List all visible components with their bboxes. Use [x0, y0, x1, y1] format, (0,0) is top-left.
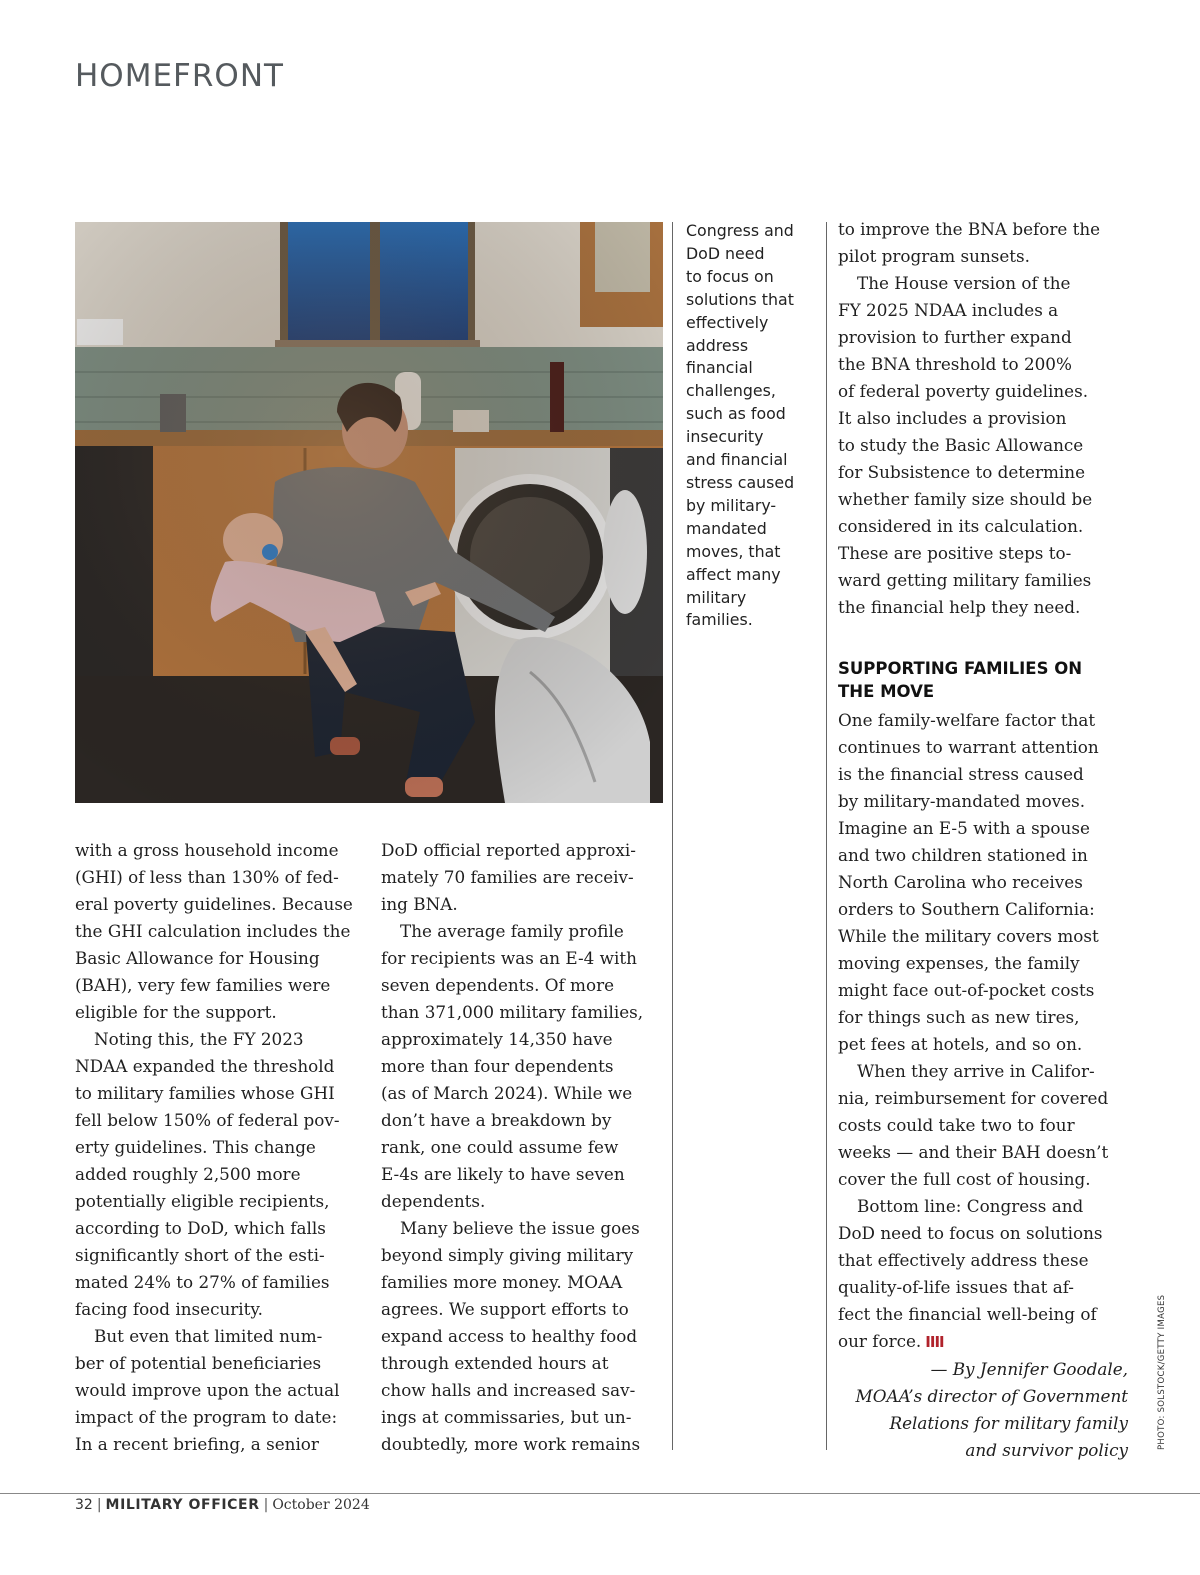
text-line: continues to warrant attention	[838, 737, 1099, 757]
column-divider	[826, 222, 827, 1450]
text-line: The House version of the	[857, 273, 1071, 293]
body-column-3	[838, 216, 1128, 1464]
paragraph	[838, 1193, 1128, 1356]
text-line: ing BNA.	[381, 894, 458, 914]
paragraph	[381, 1215, 666, 1458]
text-line: provision to further expand	[838, 327, 1072, 347]
text-line: DoD need to focus on solutions	[838, 1223, 1103, 1243]
text-line: to military families whose GHI	[75, 1083, 335, 1103]
text-line: weeks — and their BAH doesn’t	[838, 1142, 1109, 1162]
text-line: for recipients was an E-4 with	[381, 948, 637, 968]
text-line: FY 2025 NDAA includes a	[838, 300, 1059, 320]
text-line: nia, reimbursement for covered	[838, 1088, 1109, 1108]
text-line: pilot program sunsets.	[838, 246, 1031, 266]
pull-quote-line: moves, that	[686, 541, 781, 561]
subhead-line: THE MOVE	[838, 682, 935, 701]
paragraph	[838, 270, 1128, 621]
signature-line: Relations for military family	[889, 1413, 1128, 1433]
pull-quote-line: challenges,	[686, 381, 776, 401]
pull-quote-line: such as food	[686, 404, 786, 424]
text-line: fell below 150% of federal pov-	[75, 1110, 340, 1130]
subhead-line: SUPPORTING FAMILIES ON	[838, 659, 1083, 678]
pull-quote-line: insecurity	[686, 427, 764, 447]
text-line: the GHI calculation includes the	[75, 921, 351, 941]
text-line: and two children stationed in	[838, 845, 1088, 865]
text-line: (as of March 2024). While we	[381, 1083, 633, 1103]
text-line: would improve upon the actual	[75, 1380, 340, 1400]
text-line: dependents.	[381, 1191, 486, 1211]
text-line: for Subsistence to determine	[838, 462, 1086, 482]
paragraph	[75, 1323, 360, 1458]
section-title: HOMEFRONT	[75, 58, 284, 94]
text-line: might face out-of-pocket costs	[838, 980, 1095, 1000]
text-line: eral poverty guidelines. Because	[75, 894, 353, 914]
text-line: pet fees at hotels, and so on.	[838, 1034, 1083, 1054]
text-line: to improve the BNA before the	[838, 219, 1101, 239]
footer-rule	[0, 1493, 1200, 1494]
text-line: approximately 14,350 have	[381, 1029, 613, 1049]
signature-line: MOAA’s director of Government	[855, 1386, 1128, 1406]
text-line: (GHI) of less than 130% of fed-	[75, 867, 339, 887]
text-line: Basic Allowance for Housing	[75, 948, 320, 968]
text-line: moving expenses, the family	[838, 953, 1080, 973]
text-line: through extended hours at	[381, 1353, 609, 1373]
text-line: added roughly 2,500 more	[75, 1164, 301, 1184]
text-line: that effectively address these	[838, 1250, 1089, 1270]
text-line: doubtedly, more work remains	[381, 1434, 641, 1454]
text-line: the BNA threshold to 200%	[838, 354, 1072, 374]
paragraph	[838, 707, 1128, 1058]
page-footer	[75, 1497, 370, 1513]
pull-quote-line: to focus on	[686, 266, 774, 286]
pull-quote-line: and financial	[686, 450, 788, 470]
text-line: significantly short of the esti-	[75, 1245, 325, 1265]
text-line: ward getting military families	[838, 570, 1092, 590]
text-line: more than four dependents	[381, 1056, 614, 1076]
column-3-intro	[838, 216, 1128, 621]
text-line: to study the Basic Allowance	[838, 435, 1084, 455]
text-line: Bottom line: Congress and	[857, 1196, 1084, 1216]
text-line: agrees. We support efforts to	[381, 1299, 629, 1319]
text-line: impact of the program to date:	[75, 1407, 338, 1427]
text-line: rank, one could assume few	[381, 1137, 619, 1157]
pull-quote-line: affect many	[686, 564, 781, 584]
text-line: When they arrive in Califor-	[857, 1061, 1095, 1081]
pull-quote-line: Congress and	[686, 221, 794, 240]
text-line: orders to Southern California:	[838, 899, 1095, 919]
text-line: the financial help they need.	[838, 597, 1081, 617]
text-line: costs could take two to four	[838, 1115, 1075, 1135]
text-line: facing food insecurity.	[75, 1299, 264, 1319]
text-line: chow halls and increased sav-	[381, 1380, 636, 1400]
text-line: But even that limited num-	[94, 1326, 323, 1346]
column-divider	[672, 222, 673, 1450]
signature-line: and survivor policy	[965, 1440, 1128, 1460]
text-line: These are positive steps to-	[838, 543, 1072, 563]
footer-separator: |	[96, 1497, 102, 1513]
text-line: our force. IIII	[838, 1331, 944, 1351]
paragraph	[381, 837, 666, 918]
pull-quote-line: stress caused	[686, 472, 795, 492]
text-line: beyond simply giving military	[381, 1245, 634, 1265]
publication-name: MILITARY OFFICER	[105, 1497, 260, 1513]
text-line: The average family profile	[400, 921, 624, 941]
text-line: families more money. MOAA	[381, 1272, 623, 1292]
text-line: of federal poverty guidelines.	[838, 381, 1089, 401]
text-line: quality-of-life issues that af-	[838, 1277, 1074, 1297]
end-mark-icon: IIII	[925, 1333, 944, 1351]
pull-quote-line: families.	[686, 610, 753, 630]
page-number: 32	[75, 1497, 93, 1513]
text-line: whether family size should be	[838, 489, 1093, 509]
photo-credit: PHOTO: SOLSTOCK/GETTY IMAGES	[1157, 1294, 1167, 1450]
text-line: seven dependents. Of more	[381, 975, 615, 995]
text-line: Noting this, the FY 2023	[94, 1029, 304, 1049]
paragraph	[381, 918, 666, 1215]
text-line: eligible for the support.	[75, 1002, 277, 1022]
section-subhead	[838, 657, 1128, 703]
footer-separator: |	[263, 1497, 269, 1513]
text-line: DoD official reported approxi-	[381, 840, 636, 860]
paragraph	[75, 837, 360, 1026]
text-line: according to DoD, which falls	[75, 1218, 326, 1238]
text-line: Many believe the issue goes	[400, 1218, 640, 1238]
text-line: ings at commissaries, but un-	[381, 1407, 632, 1427]
paragraph	[838, 1058, 1128, 1193]
pull-quote-line: DoD need	[686, 243, 765, 263]
text-line: It also includes a provision	[838, 408, 1067, 428]
text-line: In a recent briefing, a senior	[75, 1434, 319, 1454]
text-line: with a gross household income	[75, 840, 339, 860]
text-line: potentially eligible recipients,	[75, 1191, 330, 1211]
text-line: Imagine an E-5 with a spouse	[838, 818, 1090, 838]
text-line: mately 70 families are receiv-	[381, 867, 634, 887]
text-line: is the financial stress caused	[838, 764, 1084, 784]
text-line: E-4s are likely to have seven	[381, 1164, 625, 1184]
pull-quote	[686, 220, 814, 632]
feature-photo	[75, 222, 663, 803]
signature-line: — By Jennifer Goodale,	[930, 1359, 1128, 1379]
text-line: than 371,000 military families,	[381, 1002, 644, 1022]
text-line: One family-welfare factor that	[838, 710, 1096, 730]
text-line: considered in its calculation.	[838, 516, 1084, 536]
text-line: While the military covers most	[838, 926, 1099, 946]
text-line: mated 24% to 27% of families	[75, 1272, 330, 1292]
body-column-2	[381, 837, 666, 1458]
body-column-1	[75, 837, 360, 1458]
issue-date: October 2024	[272, 1497, 370, 1513]
text-line: NDAA expanded the threshold	[75, 1056, 335, 1076]
pull-quote-line: by military-	[686, 495, 777, 515]
text-line: (BAH), very few families were	[75, 975, 331, 995]
pull-quote-line: mandated	[686, 518, 767, 538]
pull-quote-line: effectively	[686, 312, 769, 332]
column-3-body	[838, 707, 1128, 1356]
pull-quote-line: solutions that	[686, 289, 794, 309]
text-line: cover the full cost of housing.	[838, 1169, 1091, 1189]
paragraph	[838, 216, 1128, 270]
paragraph	[75, 1026, 360, 1323]
pull-quote-line: military	[686, 587, 747, 607]
text-line: don’t have a breakdown by	[381, 1110, 612, 1130]
text-line: by military-mandated moves.	[838, 791, 1086, 811]
text-line: North Carolina who receives	[838, 872, 1083, 892]
text-line: for things such as new tires,	[838, 1007, 1080, 1027]
author-signature	[838, 1356, 1128, 1464]
text-line: ber of potential beneficiaries	[75, 1353, 322, 1373]
pull-quote-line: financial	[686, 358, 753, 378]
kitchen-laundry-illustration	[75, 222, 663, 803]
pull-quote-line: address	[686, 335, 749, 355]
text-line: expand access to healthy food	[381, 1326, 638, 1346]
text-line: erty guidelines. This change	[75, 1137, 316, 1157]
text-line: fect the financial well-being of	[838, 1304, 1097, 1324]
